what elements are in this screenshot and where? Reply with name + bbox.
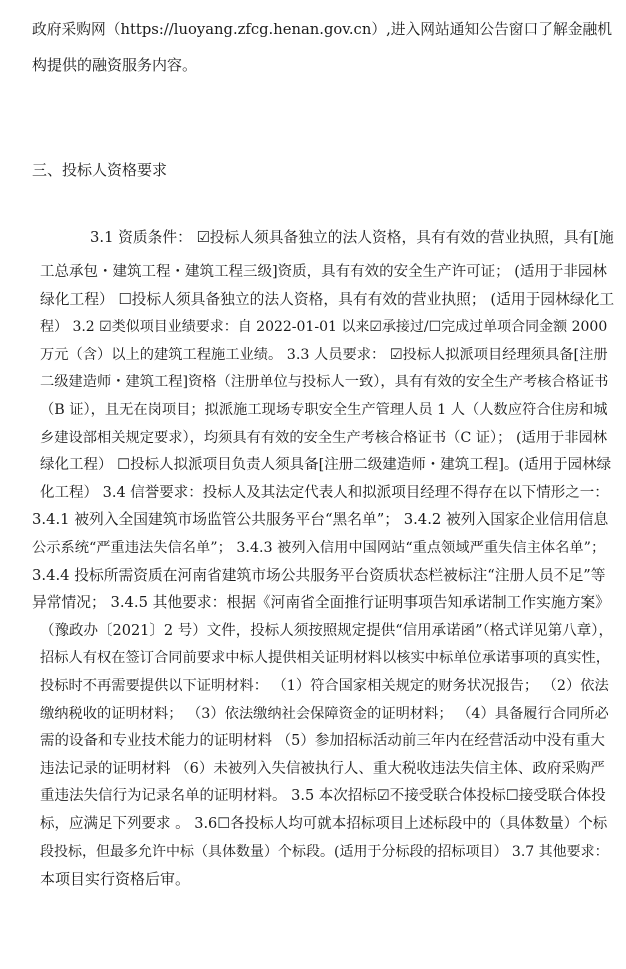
text-line: 二级建造师・建筑工程]资格（注册单位与投标人一致），具有有效的安全生产考核合格证书 [40, 374, 609, 390]
text-line: 构提供的融资服务内容。 [32, 56, 198, 74]
text-line: 招标人有权在签订合同前要求中标人提供相关证明材料以核实中标单位承诺事项的真实性， [40, 650, 611, 666]
text-line: 需的设备和专业技术能力的证明材料 （5）参加招标活动前三年内在经营活动中没有重大 [40, 733, 605, 749]
text-line: 重违法失信行为记录名单的证明材料。 3.5 本次招标☑不接受联合体投标☐接受联合体投 [40, 788, 606, 804]
text-line: 投标时不再需要提供以下证明材料： （1）符合国家相关规定的财务状况报告； （2）依法 [40, 678, 609, 694]
text-line: 标，应满足下列要求 。 3.6☐各投标人均可就本招标项目上述标段中的（具体数量）个标 [40, 816, 608, 832]
text-line: 政府采购网（https://luoyang.zfcg.henan.gov.cn）,进入网站通知公告窗口了解金融机 [32, 21, 613, 38]
text-line: 绿化工程） ☐投标人拟派项目负责人须具备[注册二级建造师・建筑工程]。(适用于园林绿 [40, 457, 612, 473]
text-line: 异常情况； 3.4.5 其他要求：根据《河南省全面推行证明事项告知承诺制工作实施方案》 [32, 594, 610, 611]
section-heading: 三、投标人资格要求 [32, 161, 168, 179]
text-line: （豫政办〔2021〕2 号）文件，投标人须按照规定提供“信用承诺函”（格式详见第八章）， [40, 623, 614, 639]
text-line: 绿化工程） ☐投标人须具备独立的法人资格，具有有效的营业执照； (适用于园林绿化工 [40, 291, 615, 308]
text-line: 化工程） 3.4 信誉要求：投标人及其法定代表人和拟派项目经理不得存在以下情形之一： [40, 485, 609, 501]
text-line: 段投标，但最多允许中标（具体数量）个标段。(适用于分标段的招标项目） 3.7 其他要求： [40, 844, 609, 860]
text-line: 万元（含）以上的建筑工程施工业绩。 3.3 人员要求： ☑投标人拟派项目经理须具备[注册 [40, 347, 608, 363]
text-line: 公示系统“严重违法失信名单”； 3.4.3 被列入信用中国网站“重点领域严重失信主体名单”； [32, 540, 606, 556]
text-line: 违法记录的证明材料 （6）未被列入失信被执行人、重大税收违法失信主体、政府采购严 [40, 761, 605, 777]
text-line: 工总承包・建筑工程・建筑工程三级]资质，具有有效的安全生产许可证； (适用于非园林 [40, 264, 607, 280]
text-line: 缴纳税收的证明材料； （3）依法缴纳社会保障资金的证明材料； （4）具备履行合同所必 [40, 706, 609, 722]
text-line: 3.1 资质条件： ☑投标人须具备独立的法人资格，具有有效的营业执照，具有[施 [90, 229, 614, 246]
text-line: 3.4.4 投标所需资质在河南省建筑市场公共服务平台资质状态栏被标注“注册人员不足”等 [32, 567, 606, 584]
text-line: 乡建设部相关规定要求），均须具有有效的安全生产考核合格证书（C 证）； (适用于非园林 [40, 430, 608, 446]
text-line: 本项目实行资格后审。 [40, 870, 191, 888]
text-line: （B 证），且无在岗项目；拟派施工现场专职安全生产管理人员 1 人（人数应符合住房和城 [40, 402, 608, 418]
text-line: 程） 3.2 ☑类似项目业绩要求：自 2022-01-01 以来☑承接过/☐完成过单项合同金额 2000 [40, 319, 608, 335]
text-line: 3.4.1 被列入全国建筑市场监管公共服务平台“黑名单”； 3.4.2 被列入国家企业信用信息 [32, 511, 609, 528]
